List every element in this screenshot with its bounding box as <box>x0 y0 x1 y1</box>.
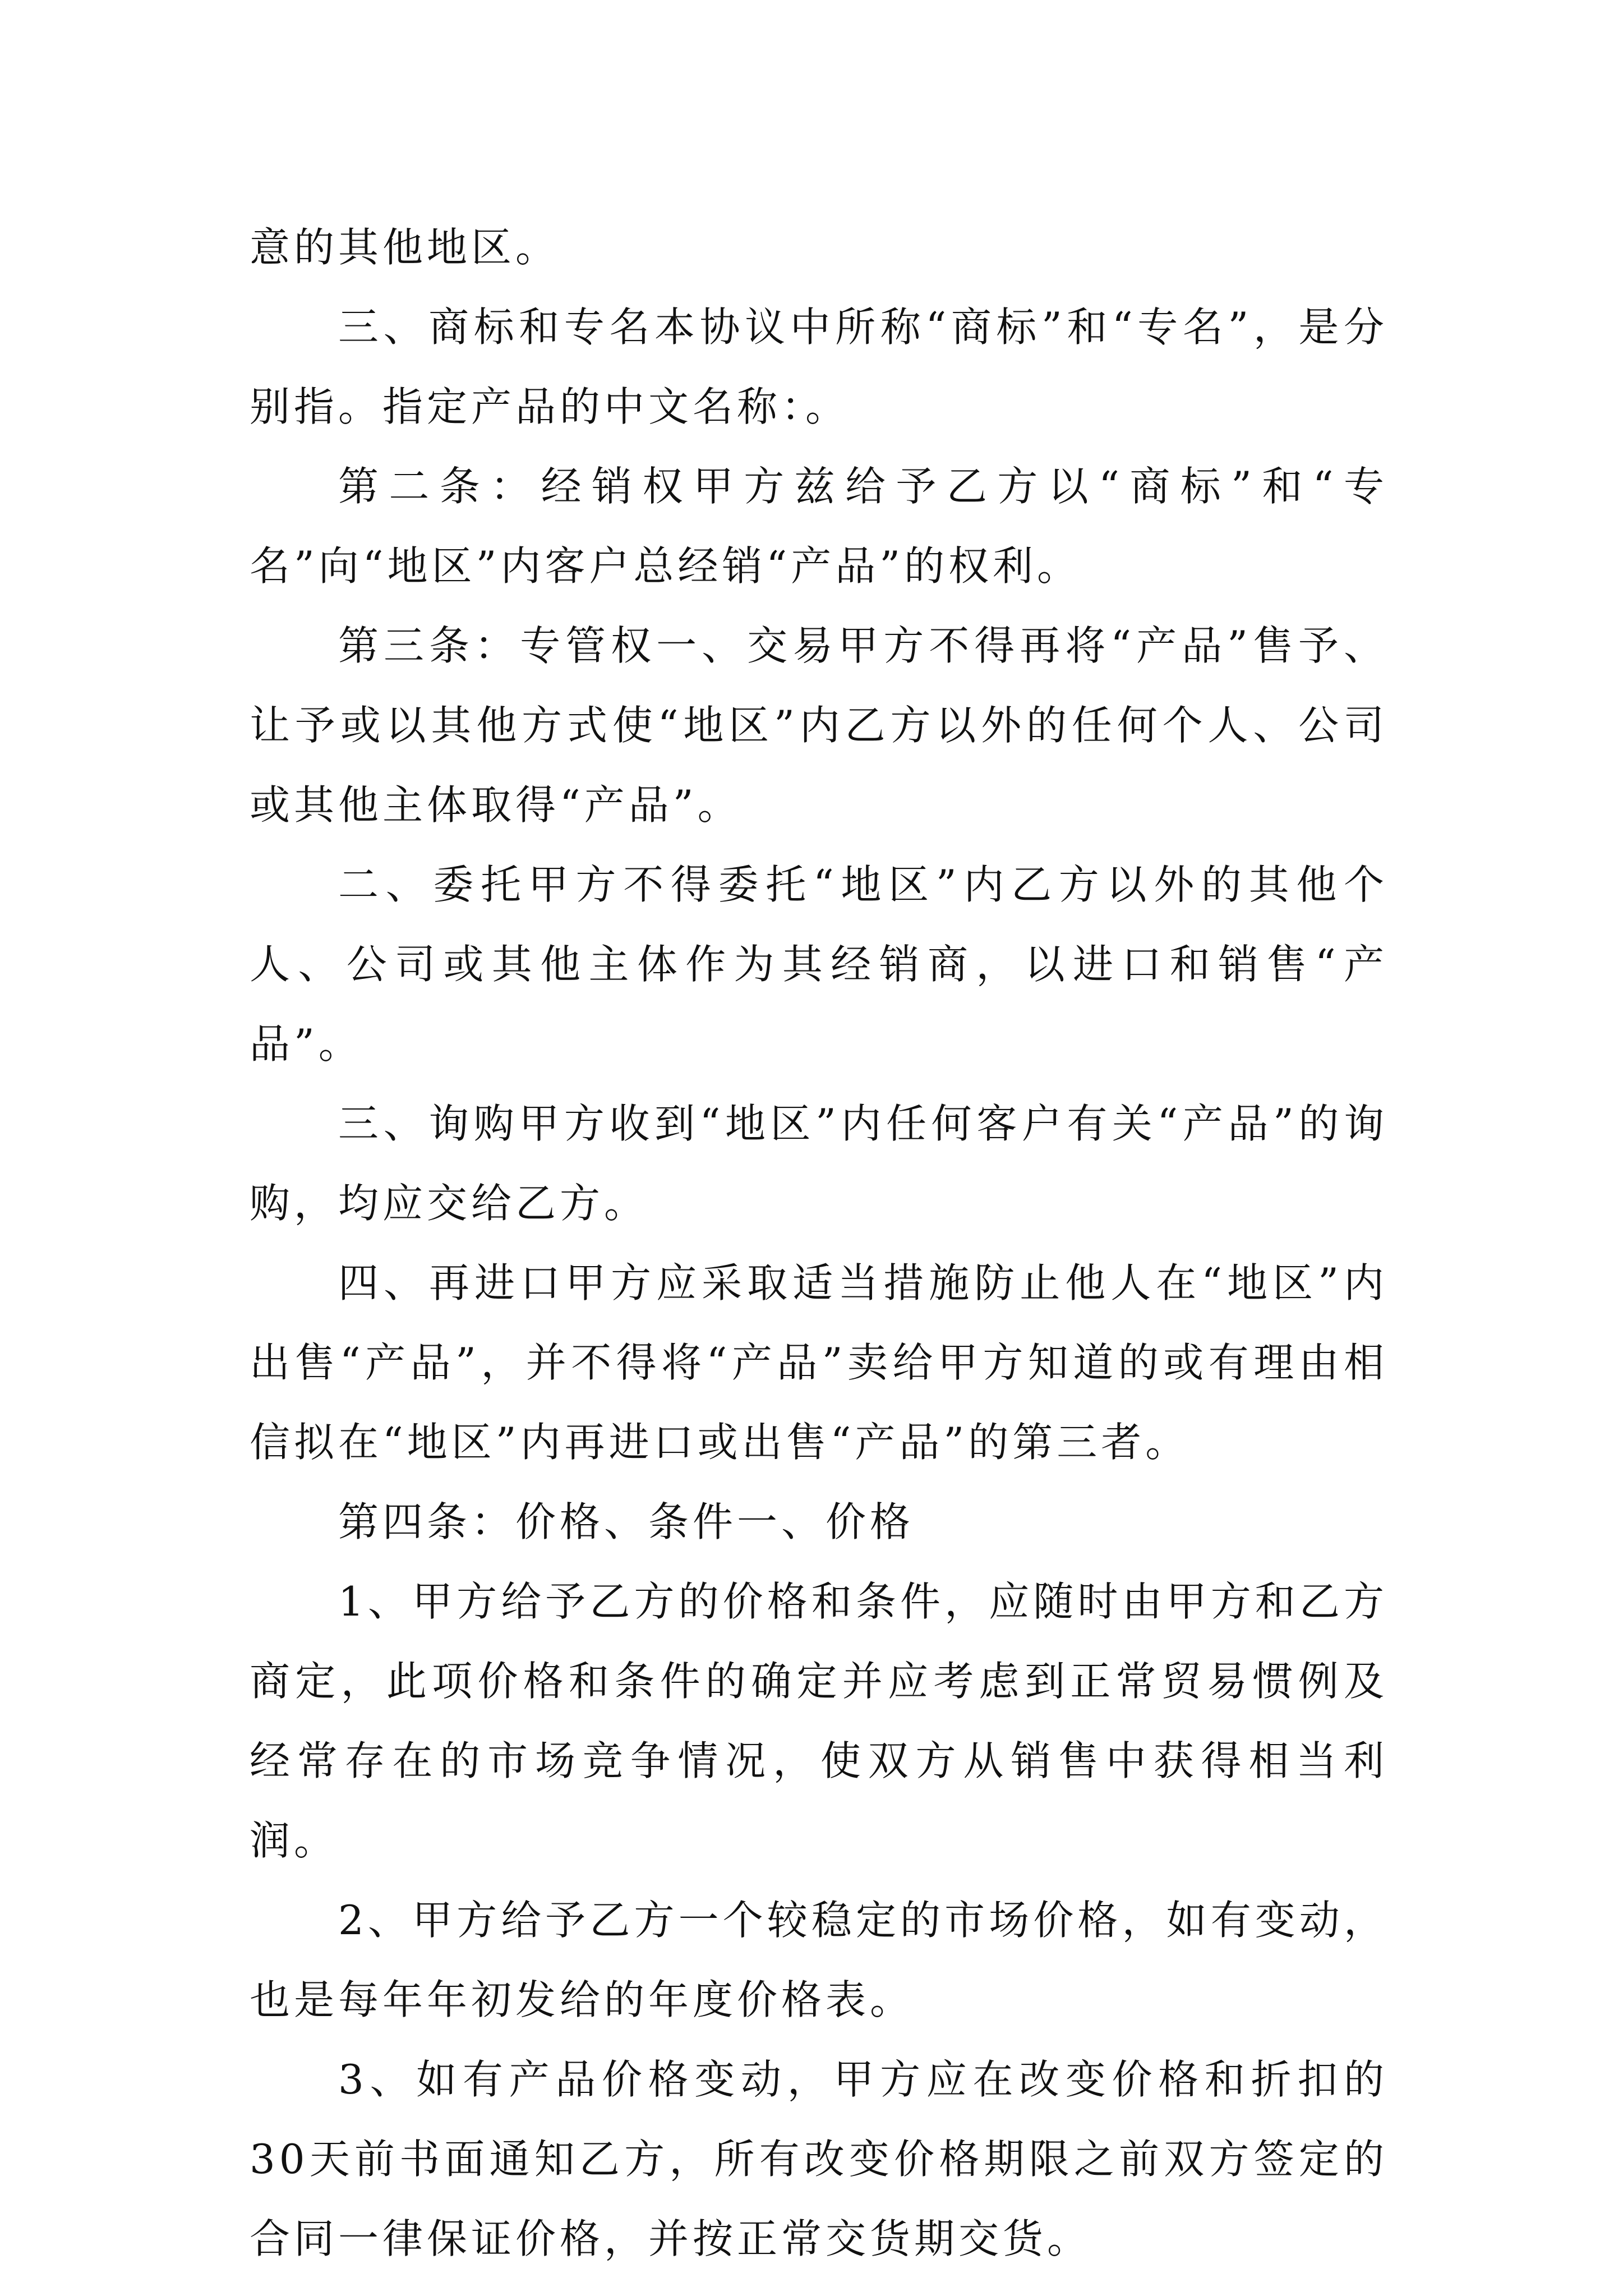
paragraph: 1、甲方给予乙方的价格和条件，应随时由甲方和乙方商定，此项价格和条件的确定并应考虑到正常贸易惯例及经常存在的市场竞争情况，使双方从销售中获得相当利润。 <box>250 1578 1388 1864</box>
paragraph: 意的其他地区。 <box>250 224 560 271</box>
paragraph: 2、甲方给予乙方一个较稳定的市场价格，如有变动，也是每年年初发给的年度价格表。 <box>250 1897 1388 2023</box>
paragraph: 三、询购甲方收到“地区”内任何客户有关“产品”的询购，均应交给乙方。 <box>250 1100 1388 1227</box>
paragraph: 第三条：专管权一、交易甲方不得再将“产品”售予、让予或以其他方式使“地区”内乙方以外的任何个人、公司或其他主体取得“产品”。 <box>250 622 1388 829</box>
document-body <box>250 208 1388 2279</box>
paragraph: 3、如有产品价格变动，甲方应在改变价格和折扣的30天前书面通知乙方，所有改变价格期限之前双方签定的合同一律保证价格，并按正常交货期交货。 <box>250 2056 1388 2262</box>
paragraph: 二、委托甲方不得委托“地区”内乙方以外的其他个人、公司或其他主体作为其经销商，以进口和销售“产品”。 <box>250 861 1388 1068</box>
paragraph: 四、再进口甲方应采取适当措施防止他人在“地区”内出售“产品”，并不得将“产品”卖给甲方知道的或有理由相信拟在“地区”内再进口或出售“产品”的第三者。 <box>250 1259 1388 1466</box>
paragraph: 三、商标和专名本协议中所称“商标”和“专名”，是分别指。指定产品的中文名称：。 <box>250 303 1388 430</box>
paragraph: 第二条：经销权甲方兹给予乙方以“商标”和“专名”向“地区”内客户总经销“产品”的权利。 <box>250 463 1388 590</box>
paragraph: 第四条：价格、条件一、价格 <box>338 1498 915 1545</box>
